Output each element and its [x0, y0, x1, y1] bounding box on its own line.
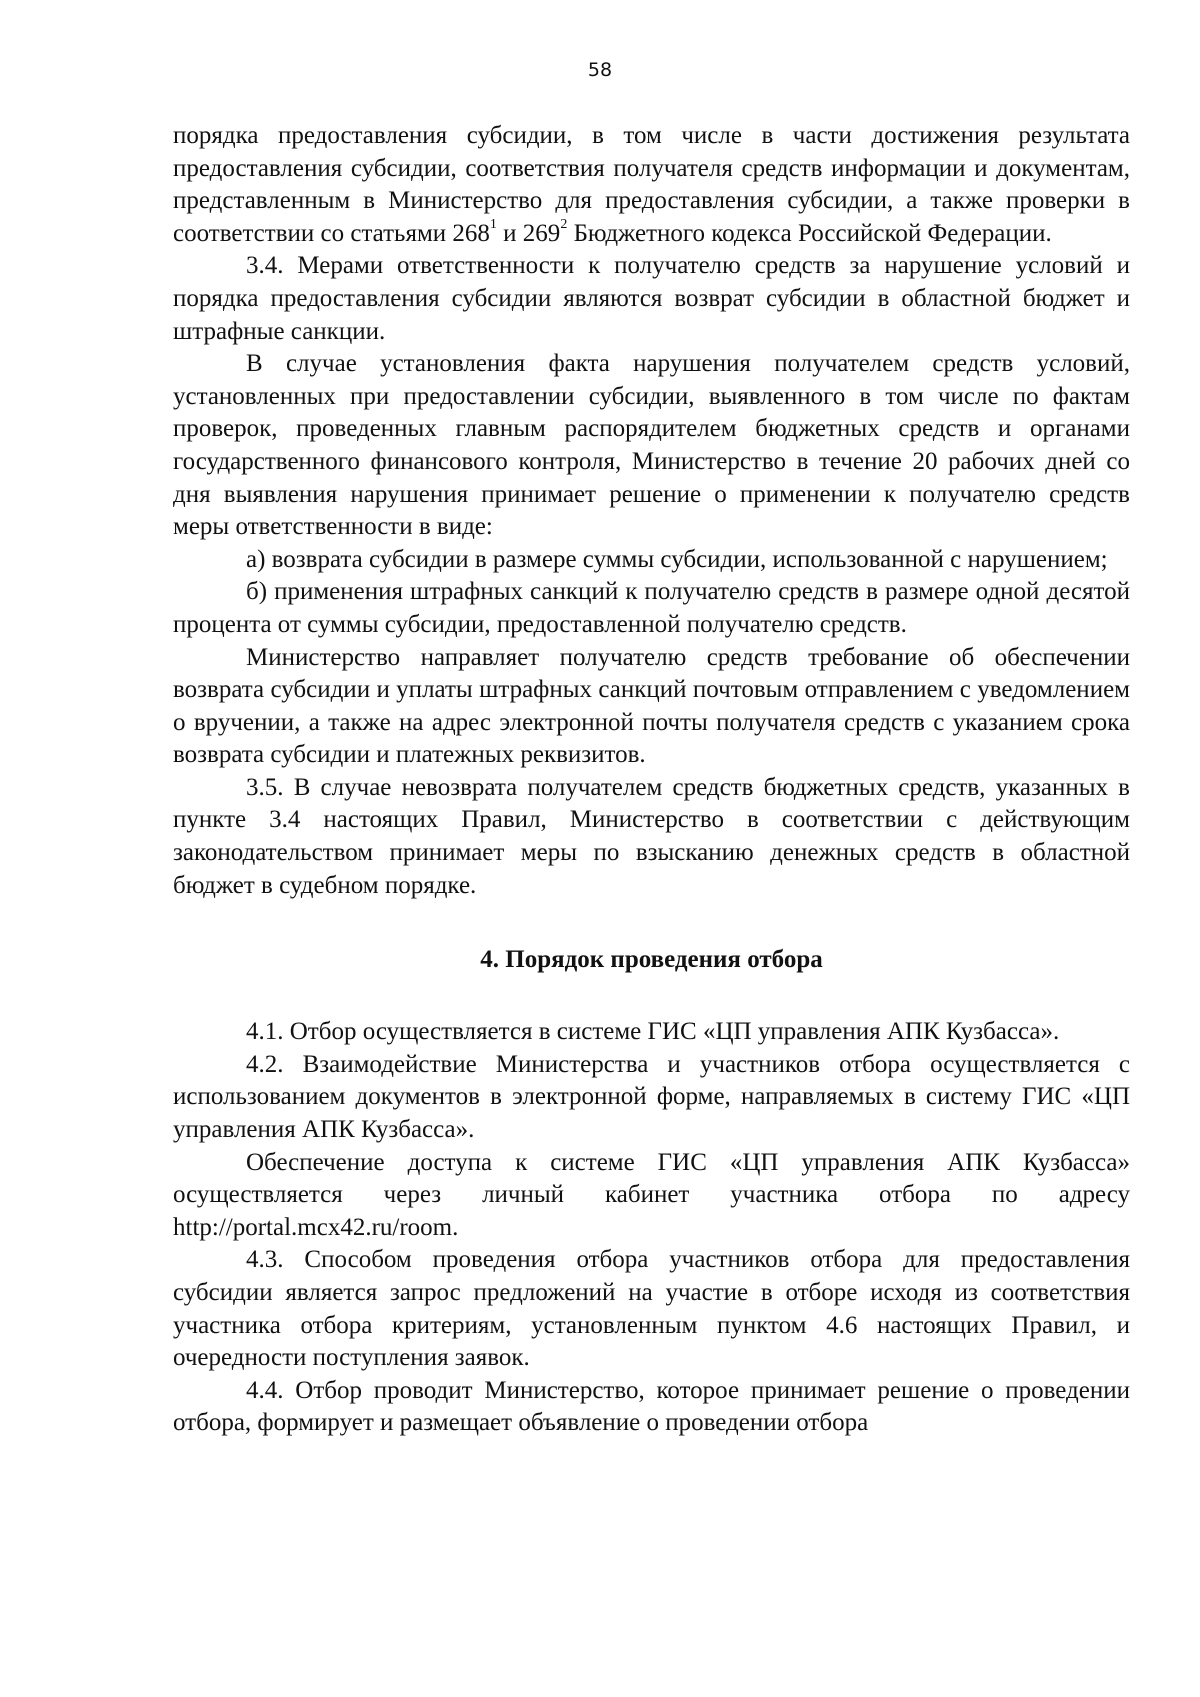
paragraph-4-4: 4.4. Отбор проводит Министерство, которое принимает решение о проведении отбора, формирует и размещает объявление о проведении отбора	[173, 1376, 1130, 1437]
page-number: 58	[587, 59, 613, 81]
paragraph-4-2: 4.2. Взаимодействие Министерства и участников отбора осуществляется с использованием документов в электронной форме, направляемых в систему ГИС «ЦП управления АПК Кузбасса».	[173, 1050, 1130, 1144]
paragraph-4-1: 4.1. Отбор осуществляется в системе ГИС «ЦП управления АПК Кузбасса».	[246, 1018, 1060, 1046]
paragraph-continuation	[173, 120, 1130, 250]
section-heading: 4. Порядок проведения отбора	[480, 946, 823, 974]
paragraph-3-4: 3.4. Мерами ответственности к получателю средств за нарушение условий и порядка предоставления субсидии являются возврат субсидии в областной бюджет и штрафные санкции.	[173, 252, 1130, 345]
paragraph-ministry-demand: Министерство направляет получателю средств требование об обеспечении возврата субсидии и уплаты штрафных санкций почтовым отправлением с уведомлением о вручении, а также на адрес электронной почты получателя средств с указанием срока возврата субсидии и платежных реквизитов.	[173, 643, 1130, 769]
footnote-superscript: 1	[489, 217, 497, 233]
paragraph-text: и 269	[496, 219, 561, 247]
paragraph-text: Бюджетного кодекса Российской Федерации.	[567, 219, 1052, 247]
paragraph-violation-case: В случае установления факта нарушения получателем средств условий, установленных при предоставлении субсидии, выявленного в том числе по фактам проверок, проведенных главным распорядителем бюджетных средств и органами государственного финансового контроля, Министерство в течение 20 рабочих дней со дня выявления нарушения принимает решение о применении к получателю средств меры ответственности в виде:	[173, 350, 1130, 541]
paragraph-4-3: 4.3. Способом проведения отбора участников отбора для предоставления субсидии является запрос предложений на участие в отборе исходя из соответствия участника отбора критериям, установленным пунктом 4.6 настоящих Правил, и очередности поступления заявок.	[173, 1246, 1130, 1372]
paragraph-access: Обеспечение доступа к системе ГИС «ЦП управления АПК Кузбасса» осуществляется через личный кабинет участника отбора по адресу http://portal.mcx42.ru/room.	[173, 1148, 1130, 1241]
footnote-superscript: 2	[560, 217, 568, 233]
document-body	[173, 120, 1130, 1440]
list-item-b: б) применения штрафных санкций к получателю средств в размере одной десятой процента от суммы субсидии, предоставленной получателю средств.	[173, 578, 1130, 638]
paragraph-text: порядка предоставления субсидии, в том числе в части достижения результата предоставления субсидии, соответствия получателя средств информации и документам, представленным в Министерство для предоставления субсидии, а также проверки в соответствии со статьями 268	[173, 122, 1130, 247]
paragraph-3-5: 3.5. В случае невозврата получателем средств бюджетных средств, указанных в пункте 3.4 настоящих Правил, Министерство в соответствии с действующим законодательством принимает меры по взысканию денежных средств в областной бюджет в судебном порядке.	[173, 773, 1130, 899]
list-item-a: а) возврата субсидии в размере суммы субсидии, использованной с нарушением;	[246, 545, 1108, 573]
